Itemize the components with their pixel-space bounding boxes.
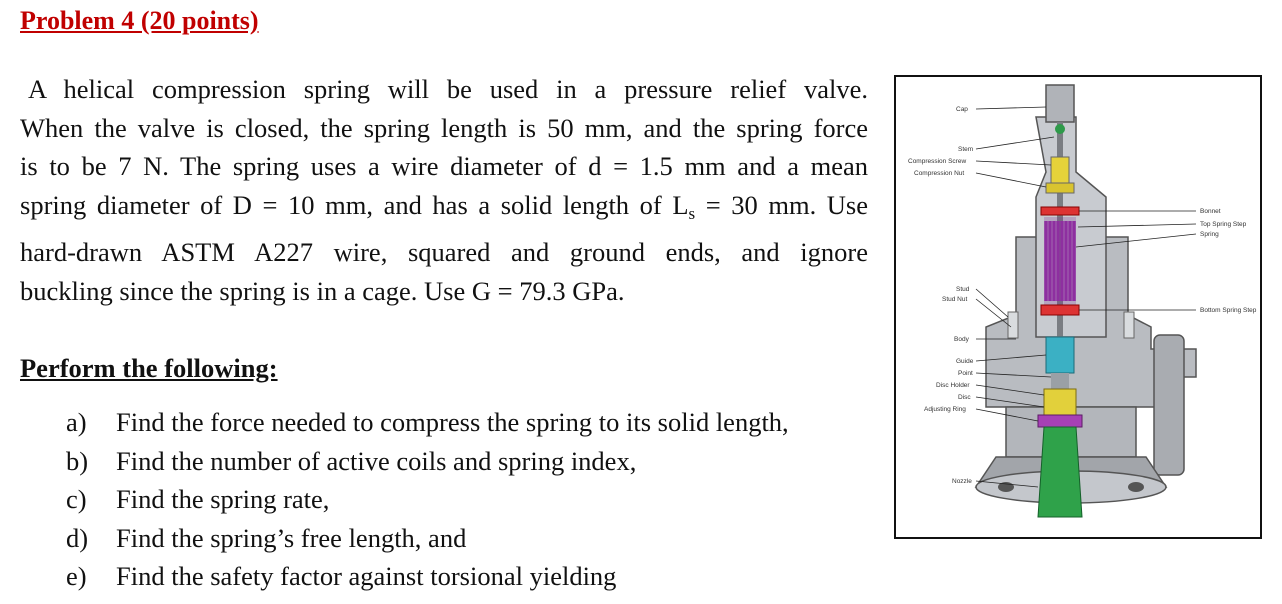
valve-figure [894, 75, 1262, 539]
stud [1008, 312, 1018, 338]
statement-line: A helical compression spring will be used in a pressure relief valve. [28, 74, 868, 104]
list-item [66, 557, 789, 596]
adjusting-ring [1038, 415, 1082, 427]
label-disc-holder: Disc Holder [936, 382, 970, 389]
guide [1046, 337, 1074, 373]
statement-line [20, 186, 868, 234]
task-list [66, 403, 789, 596]
label-cap: Cap [956, 106, 968, 113]
subscript: s [688, 203, 696, 223]
statement-line: is to be 7 N. The spring uses a wire diameter of d = 1.5 mm and a mean [20, 151, 868, 181]
label-stud: Stud [956, 286, 970, 293]
task-label: d) [66, 522, 89, 553]
problem-statement [20, 70, 868, 310]
stud [1124, 312, 1134, 338]
label-adjusting-ring: Adjusting Ring [924, 406, 966, 413]
cap [1046, 85, 1074, 122]
label-stem: Stem [958, 146, 974, 153]
compression-screw [1051, 157, 1069, 185]
task-text: Find the number of active coils and spring index, [116, 445, 637, 476]
spring [1044, 217, 1076, 305]
label-guide: Guide [956, 358, 974, 365]
statement-line-part: spring diameter of D = 10 mm, and has a solid length of L [20, 189, 689, 220]
label-nozzle: Nozzle [952, 478, 972, 485]
task-text: Find the spring’s free length, and [116, 522, 467, 553]
label-spring: Spring [1200, 231, 1219, 238]
label-disc: Disc [958, 394, 971, 401]
label-compression-nut: Compression Nut [914, 170, 965, 177]
label-bottom-spring-step: Bottom Spring Step [1200, 307, 1257, 314]
statement-line: hard-drawn ASTM A227 wire, squared and ground ends, and ignore [20, 237, 868, 267]
list-item [66, 403, 789, 442]
problem-title: Problem 4 (20 points) [20, 6, 259, 35]
task-label: e) [66, 561, 87, 592]
label-top-spring-step: Top Spring Step [1200, 221, 1247, 228]
compression-nut [1046, 183, 1074, 193]
label-point: Point [958, 370, 973, 377]
disc-holder [1044, 389, 1076, 415]
list-item [66, 519, 789, 558]
task-label: b) [66, 445, 89, 476]
task-text: Find the force needed to compress the spring to its solid length, [116, 407, 789, 437]
task-text: Find the safety factor against torsional yielding [116, 561, 617, 592]
label-body: Body [954, 336, 969, 343]
statement-line-part: = 30 mm. Use [695, 189, 868, 220]
label-stud-nut: Stud Nut [942, 296, 968, 303]
perform-heading: Perform the following: [20, 353, 278, 383]
bottom-spring-step [1041, 305, 1079, 315]
top-spring-step [1041, 207, 1079, 215]
nozzle [1038, 427, 1082, 517]
task-label: c) [66, 484, 87, 515]
label-compression-screw: Compression Screw [908, 158, 967, 165]
statement-line: When the valve is closed, the spring length is 50 mm, and the spring force [20, 112, 868, 143]
list-item [66, 480, 789, 519]
task-label: a) [66, 407, 87, 437]
valve-illustration [896, 77, 1260, 537]
label-bonnet: Bonnet [1200, 208, 1221, 215]
list-item [66, 442, 789, 481]
outlet-flange [1154, 335, 1184, 475]
task-text: Find the spring rate, [116, 484, 330, 515]
statement-line: buckling since the spring is in a cage. Use G = 79.3 GPa. [20, 275, 625, 306]
